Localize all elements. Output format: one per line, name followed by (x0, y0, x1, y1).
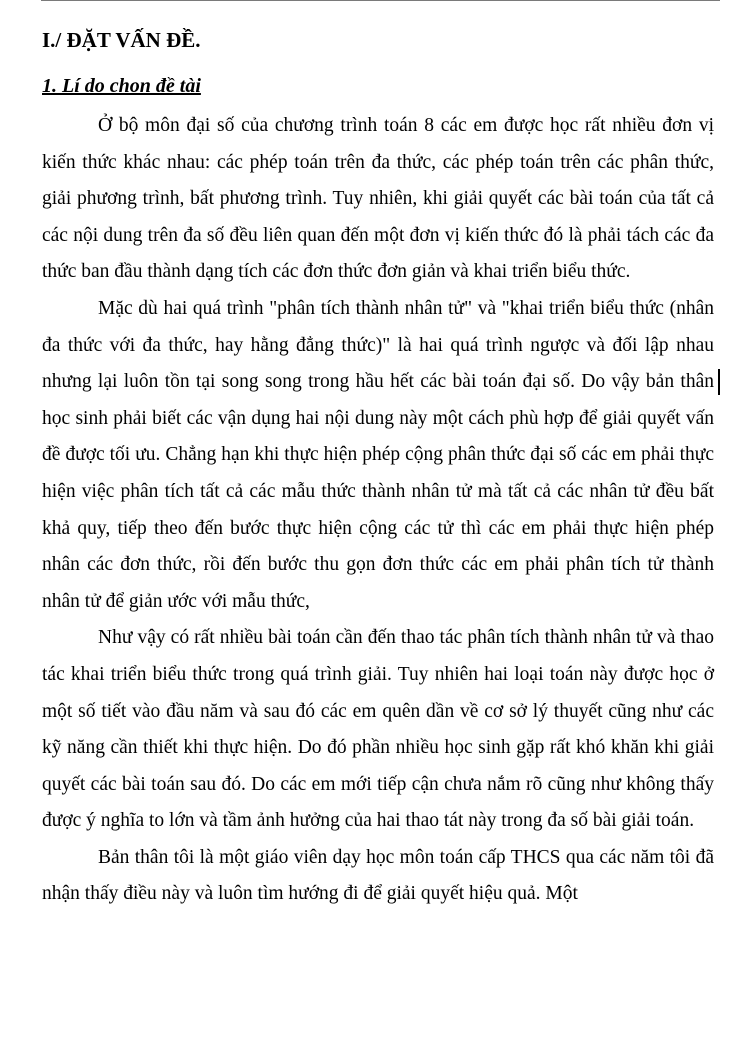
text-cursor (718, 369, 720, 395)
page-top-border (41, 0, 720, 1)
document-page (42, 22, 714, 913)
paragraph-4: Bản thân tôi là một giáo viên dạy học môn toán cấp THCS qua các năm tôi đã nhận thấy điều này và luôn tìm hướng đi để giải quyết hiệu quả. Một (42, 846, 714, 905)
subsection-heading: 1. Lí do chon đề tài (42, 75, 201, 97)
paragraph-1: Ở bộ môn đại số của chương trình toán 8 các em được học rất nhiều đơn vị kiến thức khác nhau: các phép toán trên đa thức, các phép toán trên các phân thức, giải phương trình, bất phương trình. Tuy nhiên, khi giải quyết các bài toán của tất cả các nội dung trên đa số đều liên quan đến một đơn vị kiến thức đó là phải tách các đa thức ban đầu thành dạng tích các đơn thức đơn giản và khai triển biểu thức. (42, 115, 714, 283)
paragraph-2: Mặc dù hai quá trình "phân tích thành nhân tử" và "khai triển biểu thức (nhân đa thức với đa thức, hay hằng đẳng thức)" là hai quá trình ngược và đối lập nhau nhưng lại luôn tồn tại song song trong hầu hết các bài toán đại số. Do vậy bản thân học sinh phải biết các vận dụng hai nội dung này một cách phù hợp để giải quyết vấn đề được tối ưu. Chẳng hạn khi thực hiện phép cộng phân thức đại số các em phải thực hiện việc phân tích tất cả các mẫu thức thành nhân tử mà tất cả các nhân tử đều bất khả quy, tiếp theo đến bước thực hiện cộng các tử thì các em phải thực hiện phép nhân các đơn thức, rồi đến bước thu gọn đơn thức các em phải phân tích tử thành nhân tử để giản ước với mẫu thức, (42, 297, 714, 612)
section-heading: I./ ĐẶT VẤN ĐỀ. (42, 28, 201, 52)
paragraph-3: Như vậy có rất nhiều bài toán cần đến thao tác phân tích thành nhân tử và thao tác khai triển biểu thức trong quá trình giải. Tuy nhiên hai loại toán này được học ở một số tiết vào đầu năm và sau đó các em quên dần về cơ sở lý thuyết cũng như các kỹ năng cần thiết khi thực hiện. Do đó phần nhiều học sinh gặp rất khó khăn khi giải quyết các bài toán sau đó. Do các em mới tiếp cận chưa nắm rõ cũng như không thấy được ý nghĩa to lớn và tầm ảnh hưởng của hai thao tát này trong đa số bài giải toán. (42, 627, 714, 832)
